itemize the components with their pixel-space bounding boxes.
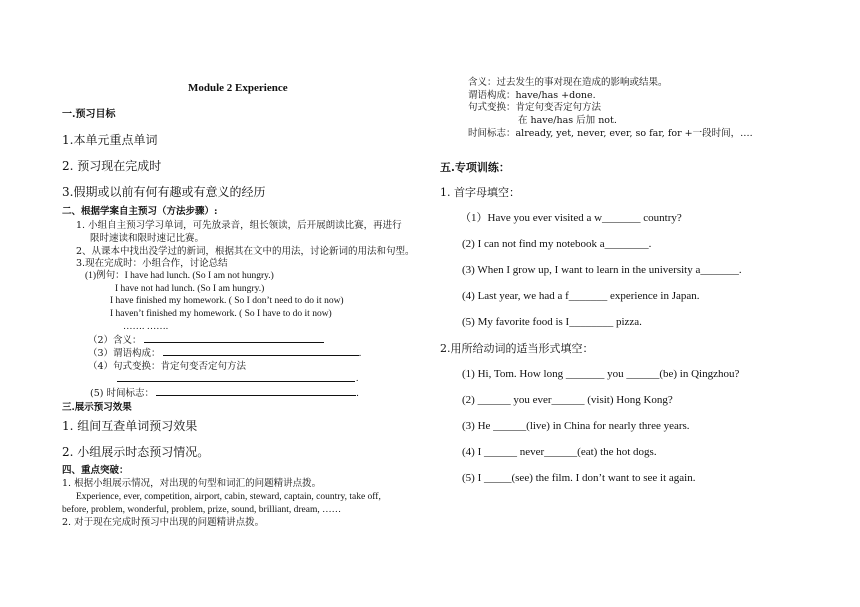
goal-item: 3.假期或以前有何有趣或有意义的经历 [62,185,266,199]
section-1-heading: 一.预习目标 [62,109,116,120]
step-line: 3.现在完成时：小组合作，讨论总结 [76,258,228,269]
exercise-item: （1）Have you ever visited a w_______ country? [460,212,682,224]
example-line: I haven’t finished my homework. ( So I have to do it now) [110,309,332,319]
section-3-heading: 三.展示预习效果 [62,402,132,413]
key-line: 1. 根据小组展示情况，对出现的句型和词汇的问题精讲点拨。 [62,478,322,489]
fill-item-predicate: （3）谓语构成： . [88,348,362,359]
summary-line: 谓语构成：have/has +done. [468,90,596,101]
example-line: I have not had lunch. (So I am hungry.) [115,284,265,294]
exercise-item: (4) I ______ never______(eat) the hot dogs. [462,446,657,458]
exercise-item: (3) He ______(live) in China for nearly three years. [462,420,690,432]
example-line: I have finished my homework. ( So I don’t need to do it now) [110,296,344,306]
summary-line: 句式变换：肯定句变否定句方法 [468,102,602,113]
exercise-item: (3) When I grow up, I want to learn in the university a_______. [462,264,742,276]
show-item: 1. 组间互查单词预习效果 [62,419,198,433]
fill-item-time-markers: (5) 时间标志： . [90,388,360,399]
key-line: before, problem, wonderful, problem, prize, sound, brilliant, dream, …… [62,505,342,515]
exercise-item: (5) My favorite food is I________ pizza. [462,316,642,328]
section-2-heading: 二、根据学案自主预习（方法步骤）: [62,206,218,217]
exercise-item: (2) I can not find my notebook a________. [462,238,652,250]
exercise-item: (2) ______ you ever______ (visit) Hong Kong? [462,394,673,406]
summary-line: 时间标志：already, yet, never, ever, so far, for +一段时间，…. [468,128,753,139]
section-4-heading: 四、重点突破： [62,465,129,476]
exercise-item: (4) Last year, we had a f_______ experience in Japan. [462,290,700,302]
exercise-item: (1) Hi, Tom. How long _______ you ______(be) in Qingzhou? [462,368,740,380]
part-2-heading: 2.用所给动词的适当形式填空： [440,342,594,355]
fill-line [117,381,355,382]
goal-item: 2. 预习现在完成时 [62,159,162,173]
summary-line: 在 have/has 后加 not. [518,115,617,126]
example-line: (1)例句：I have had lunch. (So I am not hungry.) [85,271,274,281]
step-line: 2、从课本中找出没学过的新词，根据其在文中的用法，讨论新词的用法和句型。 [76,246,415,257]
summary-line: 含义：过去发生的事对现在造成的影响或结果。 [468,77,668,88]
key-line: Experience, ever, competition, airport, cabin, steward, captain, country, take off, [76,492,381,502]
example-line: ……. ……. [123,322,169,332]
step-line: 1. 小组自主预习学习单词，可先放录音，组长领读，后开展朗读比赛，再进行 [76,220,402,231]
section-5-heading: 五.专项训练： [440,161,510,174]
part-1-heading: 1. 首字母填空： [440,186,520,199]
fill-item-meaning: （2）含义： [88,336,324,346]
key-line: 2. 对于现在完成时预习中出现的问题精讲点拨。 [62,517,265,528]
show-item: 2. 小组展示时态预习情况。 [62,445,210,459]
goal-item: 1.本单元重点单词 [62,133,158,147]
period: . [356,374,359,384]
step-line: 限时速读和限时速记比赛。 [90,233,205,244]
fill-item-transform: （4）句式变换：肯定句变否定句方法 [88,361,247,372]
exercise-item: (5) I _____(see) the film. I don’t want to see it again. [462,472,696,484]
page-title: Module 2 Experience [188,82,288,94]
